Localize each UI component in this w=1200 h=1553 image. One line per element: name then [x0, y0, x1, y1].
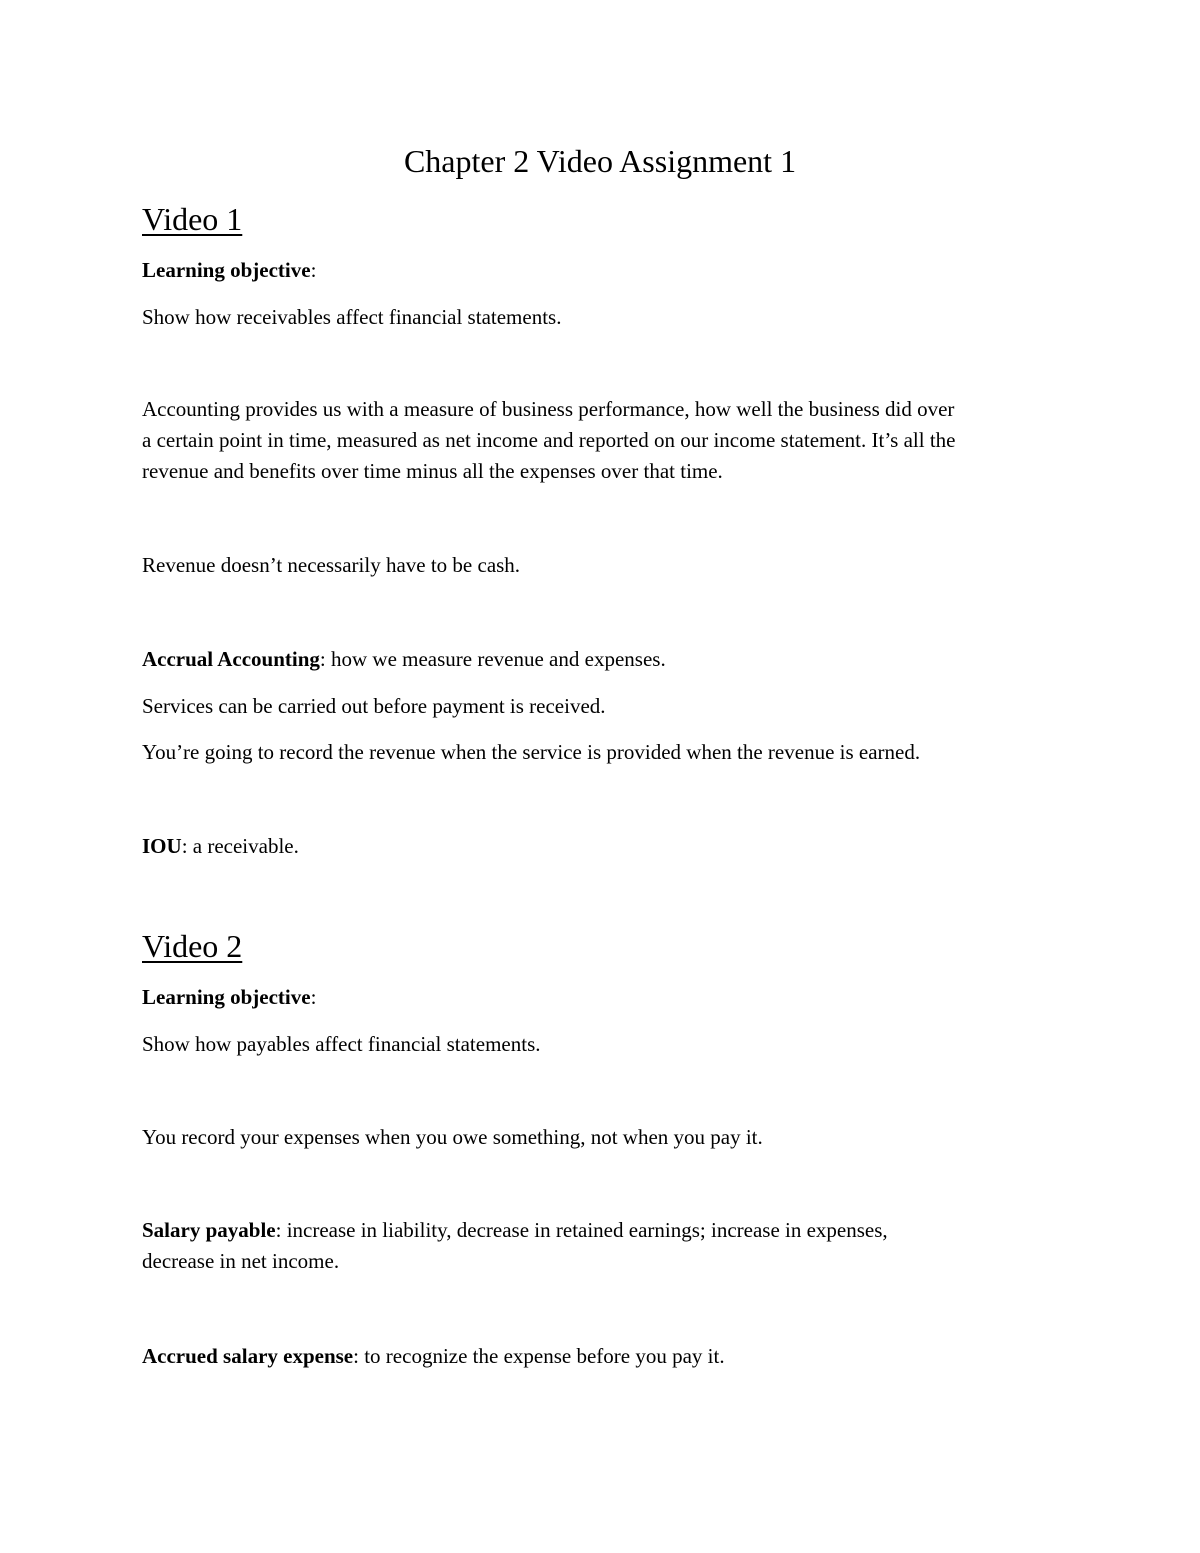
accrued-salary-expense-term: Accrued salary expense [142, 1344, 354, 1368]
accrual-accounting-definition [142, 644, 666, 675]
video-1-objective-text: Show how receivables affect financial statements. [142, 305, 562, 329]
iou-definition [142, 831, 299, 862]
salary-payable-term: Salary payable [142, 1218, 276, 1242]
accrual-accounting-term: Accrual Accounting [142, 647, 320, 671]
iou-def: : a receivable. [181, 834, 299, 858]
iou-term: IOU [142, 834, 182, 858]
accrued-salary-expense-def: : to recognize the expense before you pay it. [353, 1344, 725, 1368]
video-2-learning-objective [142, 982, 316, 1013]
learning-objective-label: Learning objective [142, 258, 311, 282]
salary-payable-definition-line-2: decrease in net income. [142, 1249, 340, 1273]
salary-payable-def: : increase in liability, decrease in retained earnings; increase in expenses, [275, 1218, 888, 1242]
services-paragraph: Services can be carried out before payment is received. [142, 694, 606, 718]
salary-payable-definition [142, 1215, 888, 1246]
record-revenue-paragraph: You’re going to record the revenue when the service is provided when the revenue is earned. [142, 740, 921, 764]
document-title: Chapter 2 Video Assignment 1 [403, 143, 797, 179]
video-1-learning-objective [142, 255, 316, 286]
record-expenses-paragraph: You record your expenses when you owe something, not when you pay it. [142, 1125, 763, 1149]
accrual-accounting-def: : how we measure revenue and expenses. [319, 647, 666, 671]
accrued-salary-expense-definition [142, 1341, 725, 1372]
accounting-paragraph-line-3: revenue and benefits over time minus all the expenses over that time. [142, 459, 723, 483]
learning-objective-label: Learning objective [142, 985, 311, 1009]
video-2-objective-text: Show how payables affect financial statements. [142, 1032, 541, 1056]
revenue-paragraph: Revenue doesn’t necessarily have to be cash. [142, 553, 521, 577]
learning-objective-colon: : [310, 258, 317, 282]
accounting-paragraph-line-1: Accounting provides us with a measure of business performance, how well the business did over [142, 397, 955, 421]
video-1-heading: Video 1 [142, 201, 243, 237]
video-2-heading: Video 2 [142, 928, 243, 964]
accounting-paragraph-line-2: a certain point in time, measured as net income and reported on our income statement. It’s all the [142, 428, 956, 452]
learning-objective-colon: : [310, 985, 317, 1009]
